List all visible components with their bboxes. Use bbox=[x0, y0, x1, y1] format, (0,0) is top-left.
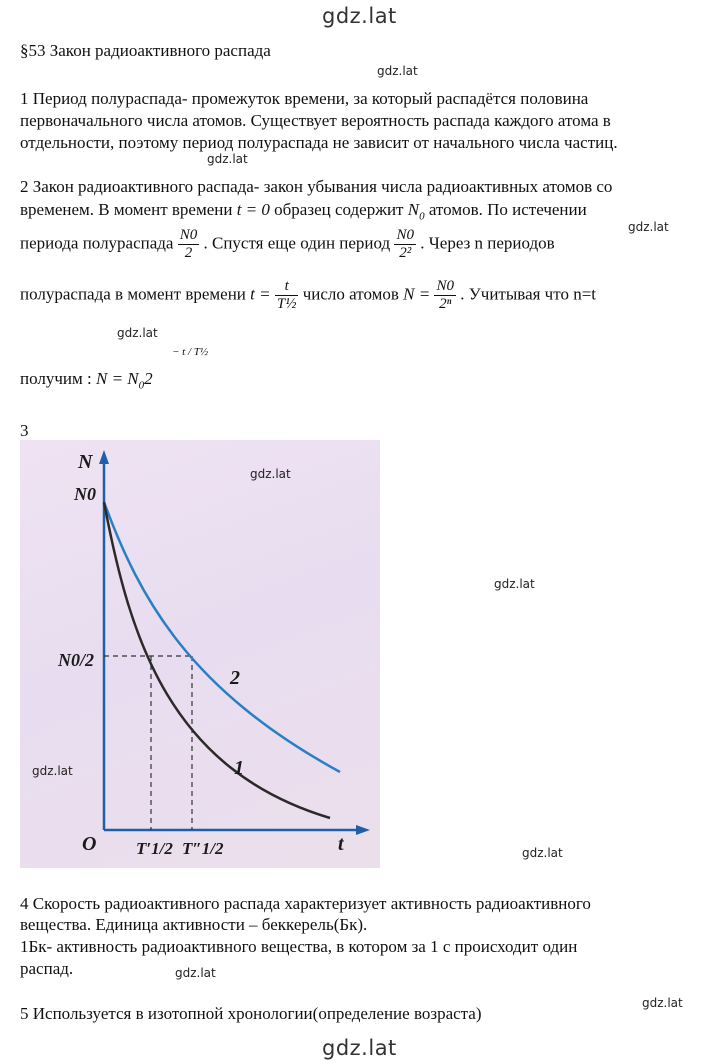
p2-line1: 2 Закон радиоактивного распада- закон убывания числа радиоактивных атомов со bbox=[20, 177, 613, 196]
label-t1: T′1/2 bbox=[136, 839, 173, 858]
watermark: gdz.lat bbox=[377, 64, 418, 78]
p2-line4: полураспада в момент времени t = $\frac{t}{\text{T½}}$ число атомов N = $\frac{N0}{\text{2ⁿ}}$ . Учитывая что n=t bbox=[20, 278, 597, 312]
axis-label-n: N bbox=[78, 451, 93, 473]
formula-t0: t = 0 bbox=[236, 200, 270, 219]
p2-line2: временем. В момент времени t = 0 образец содержит $N_0$ атомов. По истечении bbox=[20, 200, 587, 223]
curve-1 bbox=[104, 502, 330, 818]
watermark: gdz.lat bbox=[175, 966, 216, 980]
p1-line3: отдельности, поэтому период полураспада не зависит от начального числа частиц. bbox=[20, 133, 618, 152]
p5-line: 5 Используется в изотопной хронологии(определение возраста) bbox=[20, 1004, 482, 1023]
watermark: gdz.lat bbox=[642, 996, 683, 1010]
fraction-n0-over-2: $\frac{N0}{2}$ bbox=[179, 227, 198, 261]
origin-label: O bbox=[82, 833, 97, 855]
p2-line3: периода полураспада $\frac{N0}{2}$ . Спустя еще один период $\frac{N0}{\text{2²}}$ . Через n периодов bbox=[20, 227, 555, 261]
curve-1-label: 1 bbox=[234, 757, 244, 779]
watermark: gdz.lat bbox=[207, 152, 248, 166]
curve-2-label: 2 bbox=[230, 667, 240, 689]
decay-graph-photo bbox=[20, 440, 380, 868]
watermark-bottom: gdz.lat bbox=[322, 1036, 397, 1060]
p4-line4: распад. bbox=[20, 959, 74, 978]
decay-law-formula: $N = N_02$ bbox=[96, 369, 153, 392]
x-axis-arrow-icon bbox=[356, 825, 370, 835]
y-axis-arrow-icon bbox=[99, 450, 109, 464]
label-n0: N0 bbox=[74, 484, 96, 504]
watermark: gdz.lat bbox=[250, 467, 291, 481]
watermark-top: gdz.lat bbox=[322, 4, 397, 28]
watermark: gdz.lat bbox=[522, 846, 563, 860]
p4-line2: вещества. Единица активности – беккерель(Бк). bbox=[20, 915, 368, 934]
fraction-n0-over-4: $\frac{N0}{\text{2²}}$ bbox=[396, 227, 414, 261]
watermark: gdz.lat bbox=[117, 326, 158, 340]
watermark: gdz.lat bbox=[628, 220, 669, 234]
fraction-n0-over-2n: $\frac{N0}{\text{2ⁿ}}$ bbox=[436, 278, 454, 312]
p2-line5: получим : $N = N_02$ bbox=[20, 369, 153, 392]
label-n0-half: N0/2 bbox=[58, 650, 94, 670]
item-3-label: 3 bbox=[20, 421, 29, 440]
watermark: gdz.lat bbox=[494, 577, 535, 591]
decay-law-exponent: − t / T½ bbox=[172, 346, 209, 358]
decay-graph bbox=[20, 440, 380, 868]
formula-n0: $N_0$ bbox=[407, 200, 425, 223]
p4-line1: 4 Скорость радиоактивного распада характеризует активность радиоактивного bbox=[20, 894, 591, 913]
axis-label-t: t bbox=[338, 833, 344, 855]
p1-line1: 1 Период полураспада- промежуток времени, за который распадётся половина bbox=[20, 89, 589, 108]
fraction-t-over-T: $\frac{t}{\text{T½}}$ bbox=[276, 278, 297, 312]
watermark: gdz.lat bbox=[32, 764, 73, 778]
p4-line3: 1Бк- активность радиоактивного вещества, в котором за 1 с происходит один bbox=[20, 937, 578, 956]
p1-line2: первоначального числа атомов. Существует вероятность распада каждого атома в bbox=[20, 111, 611, 130]
section-heading: §53 Закон радиоактивного распада bbox=[20, 41, 271, 60]
label-t2: T″1/2 bbox=[182, 839, 224, 858]
